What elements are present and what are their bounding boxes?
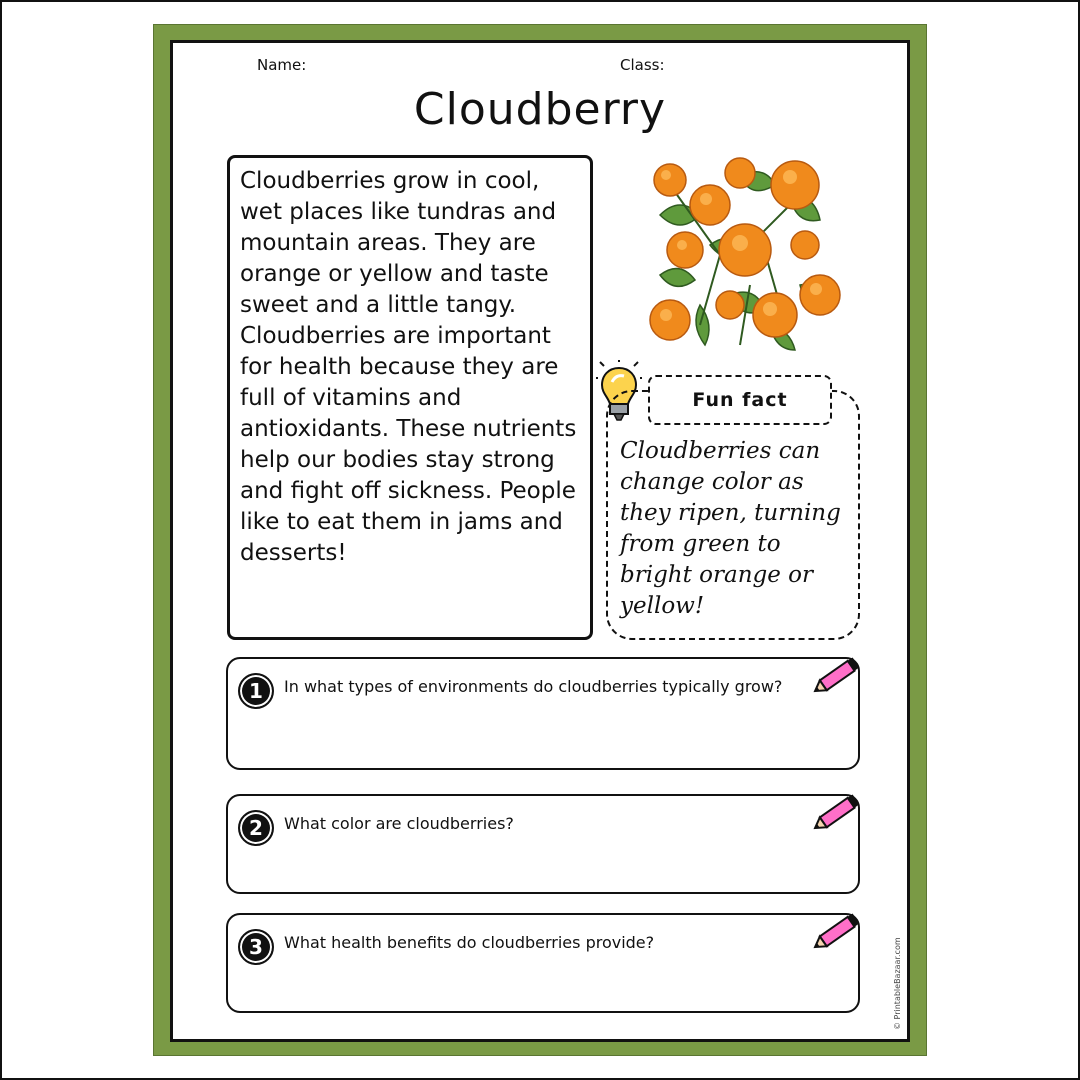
question-number-2: 2 <box>238 810 274 846</box>
question-box-3[interactable] <box>226 913 860 1013</box>
question-text-2: What color are cloudberries? <box>284 814 514 833</box>
class-label: Class: <box>620 56 665 74</box>
question-text-1: In what types of environments do cloudberries typically grow? <box>284 677 783 696</box>
name-label: Name: <box>257 56 307 74</box>
fun-fact-box: Cloudberries can change color as they ripen, turning from green to bright orange or yellow! <box>606 390 860 640</box>
question-number-3: 3 <box>238 929 274 965</box>
reading-passage: Cloudberries grow in cool, wet places like tundras and mountain areas. They are orange or yellow and taste sweet and a little tangy. Cloudberries are important for health because they are full of vitamins and antioxidants. These nutrients help our bodies stay strong and fight off sickness. People like to eat them in jams and desserts! <box>227 155 593 640</box>
question-text-3: What health benefits do cloudberries provide? <box>284 933 655 952</box>
question-box-2[interactable] <box>226 794 860 894</box>
pencil-icon <box>810 788 866 836</box>
page-title: Cloudberry <box>413 84 667 135</box>
pencil-icon <box>810 907 866 955</box>
fun-fact-label: Fun fact <box>648 375 832 425</box>
question-box-1[interactable] <box>226 657 860 770</box>
cloudberry-illustration <box>640 155 845 355</box>
pencil-icon <box>810 651 866 699</box>
copyright-text: © PrintableBazaar.com <box>893 937 902 1030</box>
question-number-1: 1 <box>238 673 274 709</box>
